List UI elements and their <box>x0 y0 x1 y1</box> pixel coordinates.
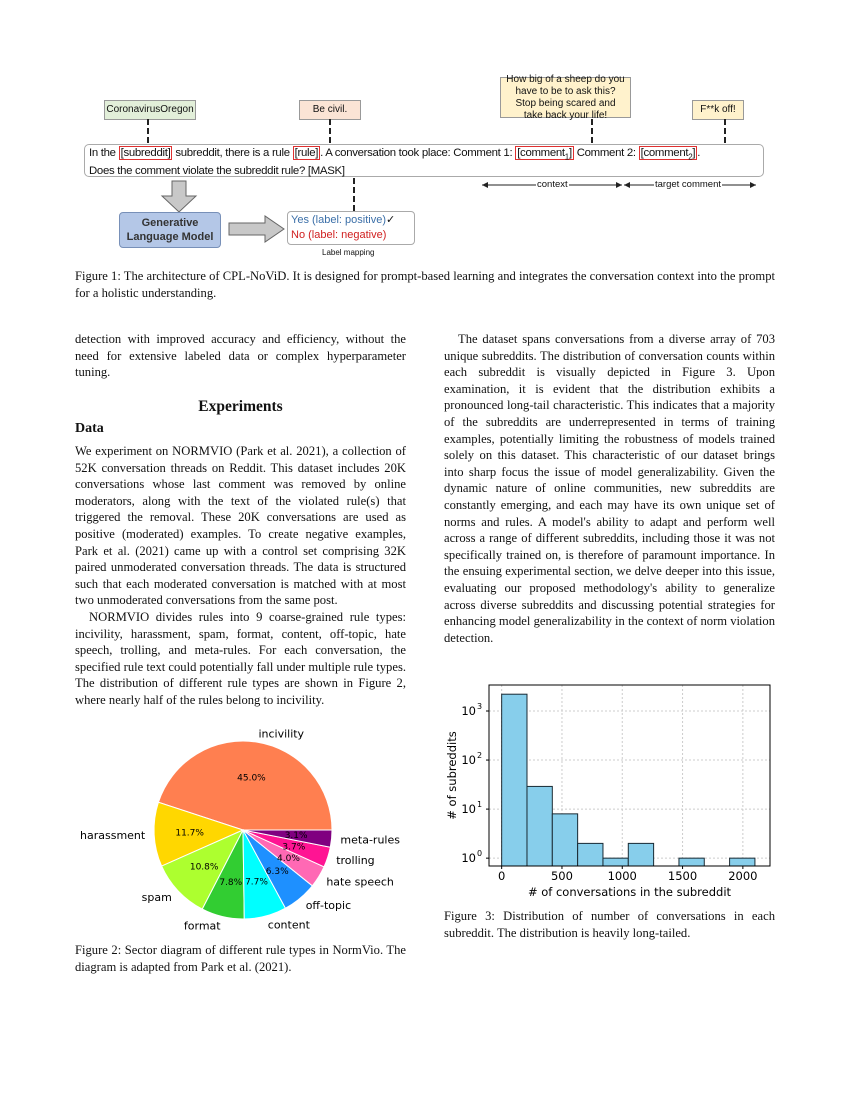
pie-category-label: off-topic <box>305 899 352 913</box>
subsection-heading: Data <box>75 421 104 437</box>
comment1-slot: [comment$_1$] <box>517 147 572 162</box>
x-tick-label: 500 <box>550 869 573 883</box>
prompt-text: . A conversation took place: Comment 1: <box>320 147 516 159</box>
pie-value-label: 10.8% <box>189 862 219 873</box>
y-tick-exponent: 3 <box>477 701 483 711</box>
section-heading: Experiments <box>198 397 283 415</box>
slot-sub: 1 <box>564 152 569 162</box>
slot-sub: 2 <box>688 152 693 162</box>
comment2-tag: F**k off! <box>692 100 744 120</box>
comment2-slot: [comment$_2$] <box>640 147 696 162</box>
subreddit-tag: CoronavirusOregon <box>104 100 196 120</box>
label-mapping-box <box>287 211 415 245</box>
histogram-bar <box>628 843 653 866</box>
prompt-text: . <box>697 147 701 159</box>
target-comment-label: target comment <box>655 179 721 190</box>
y-tick-label: 10 <box>461 703 476 718</box>
y-tick-label: 10 <box>461 851 476 866</box>
figure-1-caption: Figure 1: The architecture of CPL-NoViD. It is designed for prompt-based learning and integrates the conversation context into the prompt for a holistic understanding. <box>75 269 775 300</box>
rule-tag: Be civil. <box>299 100 361 120</box>
rule-slot: [rule] <box>294 147 319 159</box>
y-axis-label: # of subreddits <box>445 731 459 820</box>
y-tick-exponent: 0 <box>477 849 483 859</box>
pie-value-label: 45.0% <box>237 773 266 784</box>
histogram-bar <box>502 694 527 866</box>
figure-3-caption: Figure 3: Distribution of number of conversations in each subreddit. The distribution is heavily long-tailed. <box>444 909 775 940</box>
y-tick-label: 10 <box>461 753 476 768</box>
prompt-text: In the <box>89 147 119 159</box>
prompt-box <box>84 144 764 177</box>
pie-chart <box>70 715 410 940</box>
x-tick-label: 1500 <box>667 869 698 883</box>
histogram-bar <box>679 858 704 866</box>
yes-label: Yes (label: positive) <box>291 214 386 226</box>
x-tick-label: 2000 <box>728 869 758 883</box>
figure-2-caption: Figure 2: Sector diagram of different rule types in NormVio. The diagram is adapted from Park et al. (2021). <box>75 943 406 974</box>
histogram-bar <box>578 843 603 866</box>
prompt-question: Does the comment violate the subreddit rule? [MASK] <box>89 165 345 178</box>
pie-category-label: hate speech <box>326 875 394 889</box>
pie-value-label: 3.7% <box>282 842 306 853</box>
pie-category-label: content <box>267 918 310 932</box>
pie-category-label: meta-rules <box>340 833 400 847</box>
span-arrows <box>480 178 770 192</box>
comment1-tag: How big of a sheep do you have to be to ask this? Stop being scared and take back your life! <box>500 77 631 118</box>
left-column <box>75 331 406 708</box>
histogram-bar <box>730 858 755 866</box>
pie-category-label: spam <box>141 891 172 905</box>
histogram-chart <box>440 680 780 905</box>
y-tick-label: 10 <box>461 802 476 817</box>
pie-category-label: incivility <box>258 727 305 741</box>
prompt-text: Comment 2: <box>573 147 639 159</box>
x-axis-label: # of conversations in the subreddit <box>527 885 732 899</box>
context-label: context <box>537 179 568 190</box>
pie-value-label: 7.8% <box>219 877 243 888</box>
pie-value-label: 6.3% <box>265 867 289 878</box>
y-tick-exponent: 1 <box>477 800 483 810</box>
paragraph: NORMVIO divides rules into 9 coarse-grained rule types: incivility, harassment, spam, format, content, off-topic, hate speech, trolling, and meta-rules. For each conversation, the specified rule text could potentially fall under multiple rule types. The distribution of different rule types are shown in Figure 2, where nearly half of the rules belong to incivility. <box>75 609 406 707</box>
histogram-bar <box>552 814 577 866</box>
x-tick-label: 1000 <box>607 869 637 883</box>
right-column <box>444 331 775 646</box>
pie-category-label: trolling <box>336 853 375 867</box>
no-label: No (label: negative) <box>291 229 387 241</box>
right-arrow-icon <box>228 214 286 244</box>
pie-value-label: 4.0% <box>277 854 300 865</box>
pie-value-label: 11.7% <box>175 828 204 839</box>
pie-value-label: 3.1% <box>284 831 308 842</box>
generative-model-box: Generative Language Model <box>119 212 221 248</box>
down-arrow-icon <box>160 180 200 214</box>
paragraph: The dataset spans conversations from a diverse array of 703 unique subreddits. The distribution of conversation counts within each subreddit is visually depicted in Figure 3. Upon examination, it is evident that the distribution exhibits a pronounced long-tail characteristic. This indicates that a majority of the subreddits are underrepresented in terms of training examples, potentially limiting the robustness of models trained solely on this dataset. This characteristic of our dataset brings into sharp focus the issue of model generalizability. Given the dynamic nature of online communities, new subreddits are constantly emerging, and each may have its own unique set of norms and rules. A model's ability to adapt and perform well across a range of different subreddits, including those it was not specifically trained on, is therefore of paramount importance. In the ensuing experimental section, we delve deeper into this issue, evaluating our proposed methodology's ability to generalize across diverse subreddits and discussing potential strategies for enhancing model generalizability in the context of norm violation detection. <box>444 332 775 645</box>
histogram-bar <box>527 786 552 866</box>
subreddit-slot: [subreddit] <box>120 147 171 159</box>
histogram-bar <box>603 858 628 866</box>
slot-text: [comment <box>517 147 565 159</box>
x-tick-label: 0 <box>497 869 506 883</box>
pie-value-label: 7.7% <box>245 877 268 888</box>
check-icon: ✓ <box>385 214 396 226</box>
pie-category-label: harassment <box>80 828 146 842</box>
prompt-text: subreddit, there is a rule <box>172 147 293 159</box>
label-mapping-caption: Label mapping <box>322 248 375 257</box>
slot-text: [comment <box>640 147 689 159</box>
paragraph: We experiment on NORMVIO (Park et al. 2021), a collection of 52K conversation threads on Reddit. This dataset includes 20K conversations whose last comment was removed by online moderators, along with the text of the violated rule(s) that triggered the removal. These 20K conversations are used as positive (moderated) examples. To create negative examples, Park et al. (2021) came up with a control set comprising 32K paired unmoderated conversation threads. The data is structured such that each moderated conversation is matched with at most two unmoderated conversations from the same post. <box>75 443 406 608</box>
paragraph: detection with improved accuracy and efficiency, without the need for extensive labeled data or complex hyperparameter tuning. <box>75 332 406 380</box>
y-tick-exponent: 2 <box>477 751 483 761</box>
pie-category-label: format <box>183 919 221 933</box>
